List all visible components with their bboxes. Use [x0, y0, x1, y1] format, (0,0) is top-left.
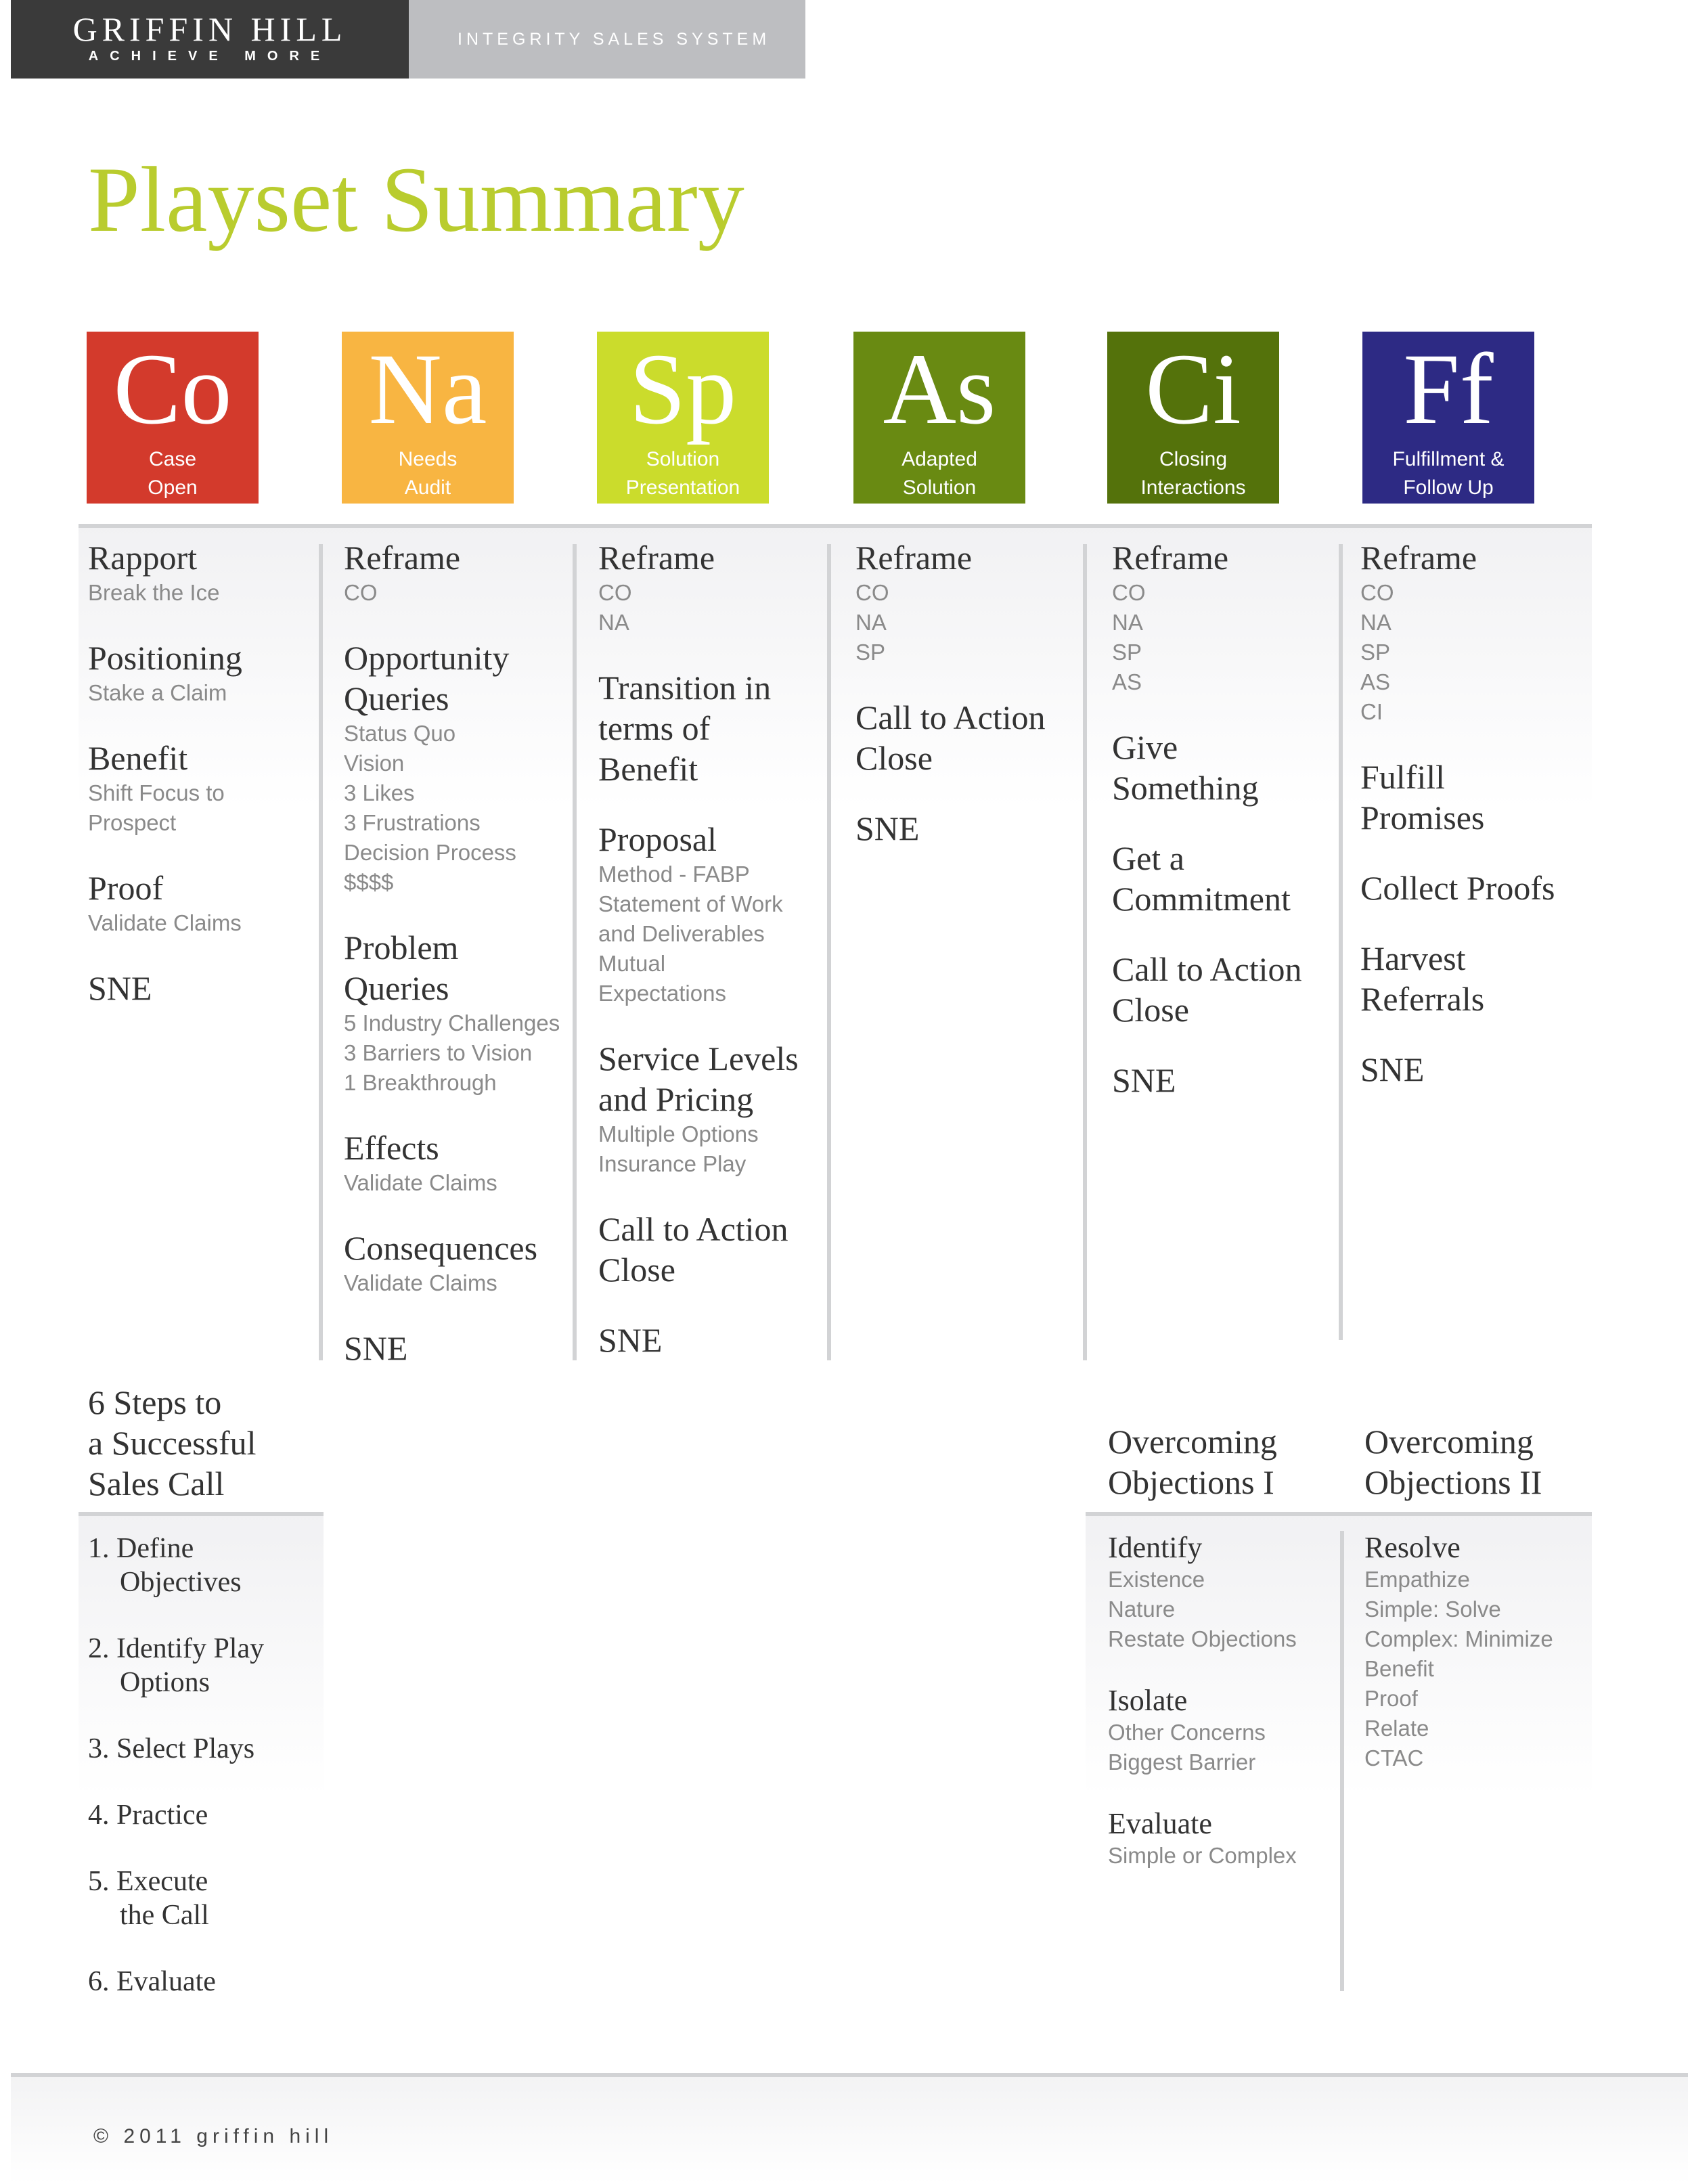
page-title: Playset Summary	[88, 148, 744, 251]
divider	[79, 1512, 324, 1516]
tile-case-open	[87, 332, 259, 504]
play-positioning: Positioning Stake a Claim	[88, 639, 242, 705]
column-needs-audit	[344, 537, 574, 1398]
objections-2-title: Overcoming Objections II	[1364, 1423, 1542, 1501]
play-service-levels: Service Levels and Pricing Multiple Options Insurance Play	[598, 1040, 799, 1176]
tile-symbol: Na	[368, 333, 487, 445]
play-harvest-referrals: Harvest Referrals	[1360, 939, 1485, 1018]
play-sne: SNE	[1112, 1061, 1176, 1099]
play-reframe: Reframe CO NA	[598, 539, 715, 635]
step-item: 4. Practice	[88, 1800, 208, 1831]
play-reframe: Reframe CO NA SP AS CI	[1360, 539, 1477, 724]
play-sne: SNE	[344, 1329, 408, 1367]
objection-isolate: Isolate Other Concerns Biggest Barrier	[1108, 1684, 1266, 1775]
tile-label: Fulfillment & Follow Up	[1392, 448, 1505, 499]
play-call-to-action: Call to Action Close	[598, 1210, 788, 1289]
objection-resolve: Resolve Empathize Simple: Solve Complex: Minimize Benefit Proof Relate CTAC	[1364, 1531, 1553, 1770]
copyright: © 2011 griffin hill	[93, 2125, 334, 2147]
play-consequences: Consequences Validate Claims	[344, 1229, 538, 1295]
objections-1-title: Overcoming Objections I	[1108, 1423, 1277, 1501]
play-reframe: Reframe CO	[344, 539, 461, 605]
play-collect-proofs: Collect Proofs	[1360, 869, 1555, 907]
play-problem-queries: Problem Queries 5 Industry Challenges 3 Barriers to Vision 1 Breakthrough	[344, 929, 560, 1095]
tile-label: Closing Interactions	[1140, 448, 1246, 499]
tile-closing-interactions	[1107, 332, 1279, 504]
tile-symbol: Co	[113, 333, 232, 445]
step-item: 5. Execute the Call	[88, 1866, 209, 1931]
steps-title: 6 Steps to a Successful Sales Call	[88, 1383, 257, 1502]
play-proof: Proof Validate Claims	[88, 869, 242, 935]
column-case-open	[88, 537, 318, 1038]
steps-list	[88, 1532, 318, 2031]
step-item: 1. Define Objectives	[88, 1533, 242, 1598]
play-get-commitment: Get a Commitment	[1112, 839, 1291, 918]
tile-needs-audit	[342, 332, 514, 504]
step-item: 6. Evaluate	[88, 1966, 216, 1997]
system-name: INTEGRITY SALES SYSTEM	[409, 0, 805, 79]
play-give-something: Give Something	[1112, 728, 1259, 807]
play-benefit: Benefit Shift Focus to Prospect	[88, 739, 225, 835]
column-fulfillment-follow-up	[1360, 537, 1590, 1119]
play-sne: SNE	[88, 969, 152, 1007]
play-rapport: Rapport Break the Ice	[88, 539, 220, 605]
tile-solution-presentation	[597, 332, 769, 504]
play-sne: SNE	[855, 809, 920, 847]
divider	[319, 544, 323, 1360]
step-item: 2. Identify Play Options	[88, 1633, 265, 1698]
play-opportunity-queries: Opportunity Queries Status Quo Vision 3 Likes 3 Frustrations Decision Process $$$$	[344, 639, 516, 895]
play-sne: SNE	[1360, 1050, 1425, 1088]
column-adapted-solution	[855, 537, 1086, 878]
play-transition: Transition in terms of Benefit	[598, 669, 772, 788]
brand-block	[11, 0, 409, 79]
tile-fulfillment-follow-up	[1362, 332, 1534, 504]
objection-identify: Identify Existence Nature Restate Objections	[1108, 1531, 1297, 1651]
step-item: 3. Select Plays	[88, 1733, 255, 1764]
play-call-to-action: Call to Action Close	[1112, 950, 1302, 1029]
tile-label: Needs Audit	[398, 448, 458, 499]
tile-symbol: Ff	[1403, 333, 1494, 445]
objections-2-list	[1364, 1531, 1595, 1803]
objection-evaluate: Evaluate Simple or Complex	[1108, 1807, 1297, 1868]
tile-symbol: As	[883, 333, 996, 445]
play-call-to-action: Call to Action Close	[855, 698, 1046, 777]
tile-label: Case Open	[148, 448, 198, 499]
play-sne: SNE	[598, 1321, 663, 1359]
tile-symbol: Sp	[629, 333, 737, 445]
play-reframe: Reframe CO NA SP AS	[1112, 539, 1229, 694]
tile-label: Adapted Solution	[901, 448, 977, 499]
column-closing-interactions	[1112, 537, 1342, 1130]
tile-label: Solution Presentation	[625, 448, 740, 499]
divider	[1086, 1512, 1592, 1516]
tile-adapted-solution	[853, 332, 1025, 504]
brand-tagline: ACHIEVE MORE	[88, 49, 332, 64]
column-solution-presentation	[598, 537, 828, 1390]
tile-symbol: Ci	[1145, 333, 1241, 445]
objections-1-list	[1108, 1531, 1338, 1900]
divider	[79, 524, 1592, 528]
brand-name: GRIFFIN HILL	[72, 10, 347, 48]
play-fulfill-promises: Fulfill Promises	[1360, 758, 1485, 837]
play-reframe: Reframe CO NA SP	[855, 539, 973, 665]
play-proposal: Proposal Method - FABP Statement of Work and Deliverables Mutual Expectations	[598, 820, 783, 1006]
divider	[1340, 1531, 1344, 1991]
play-effects: Effects Validate Claims	[344, 1129, 497, 1195]
